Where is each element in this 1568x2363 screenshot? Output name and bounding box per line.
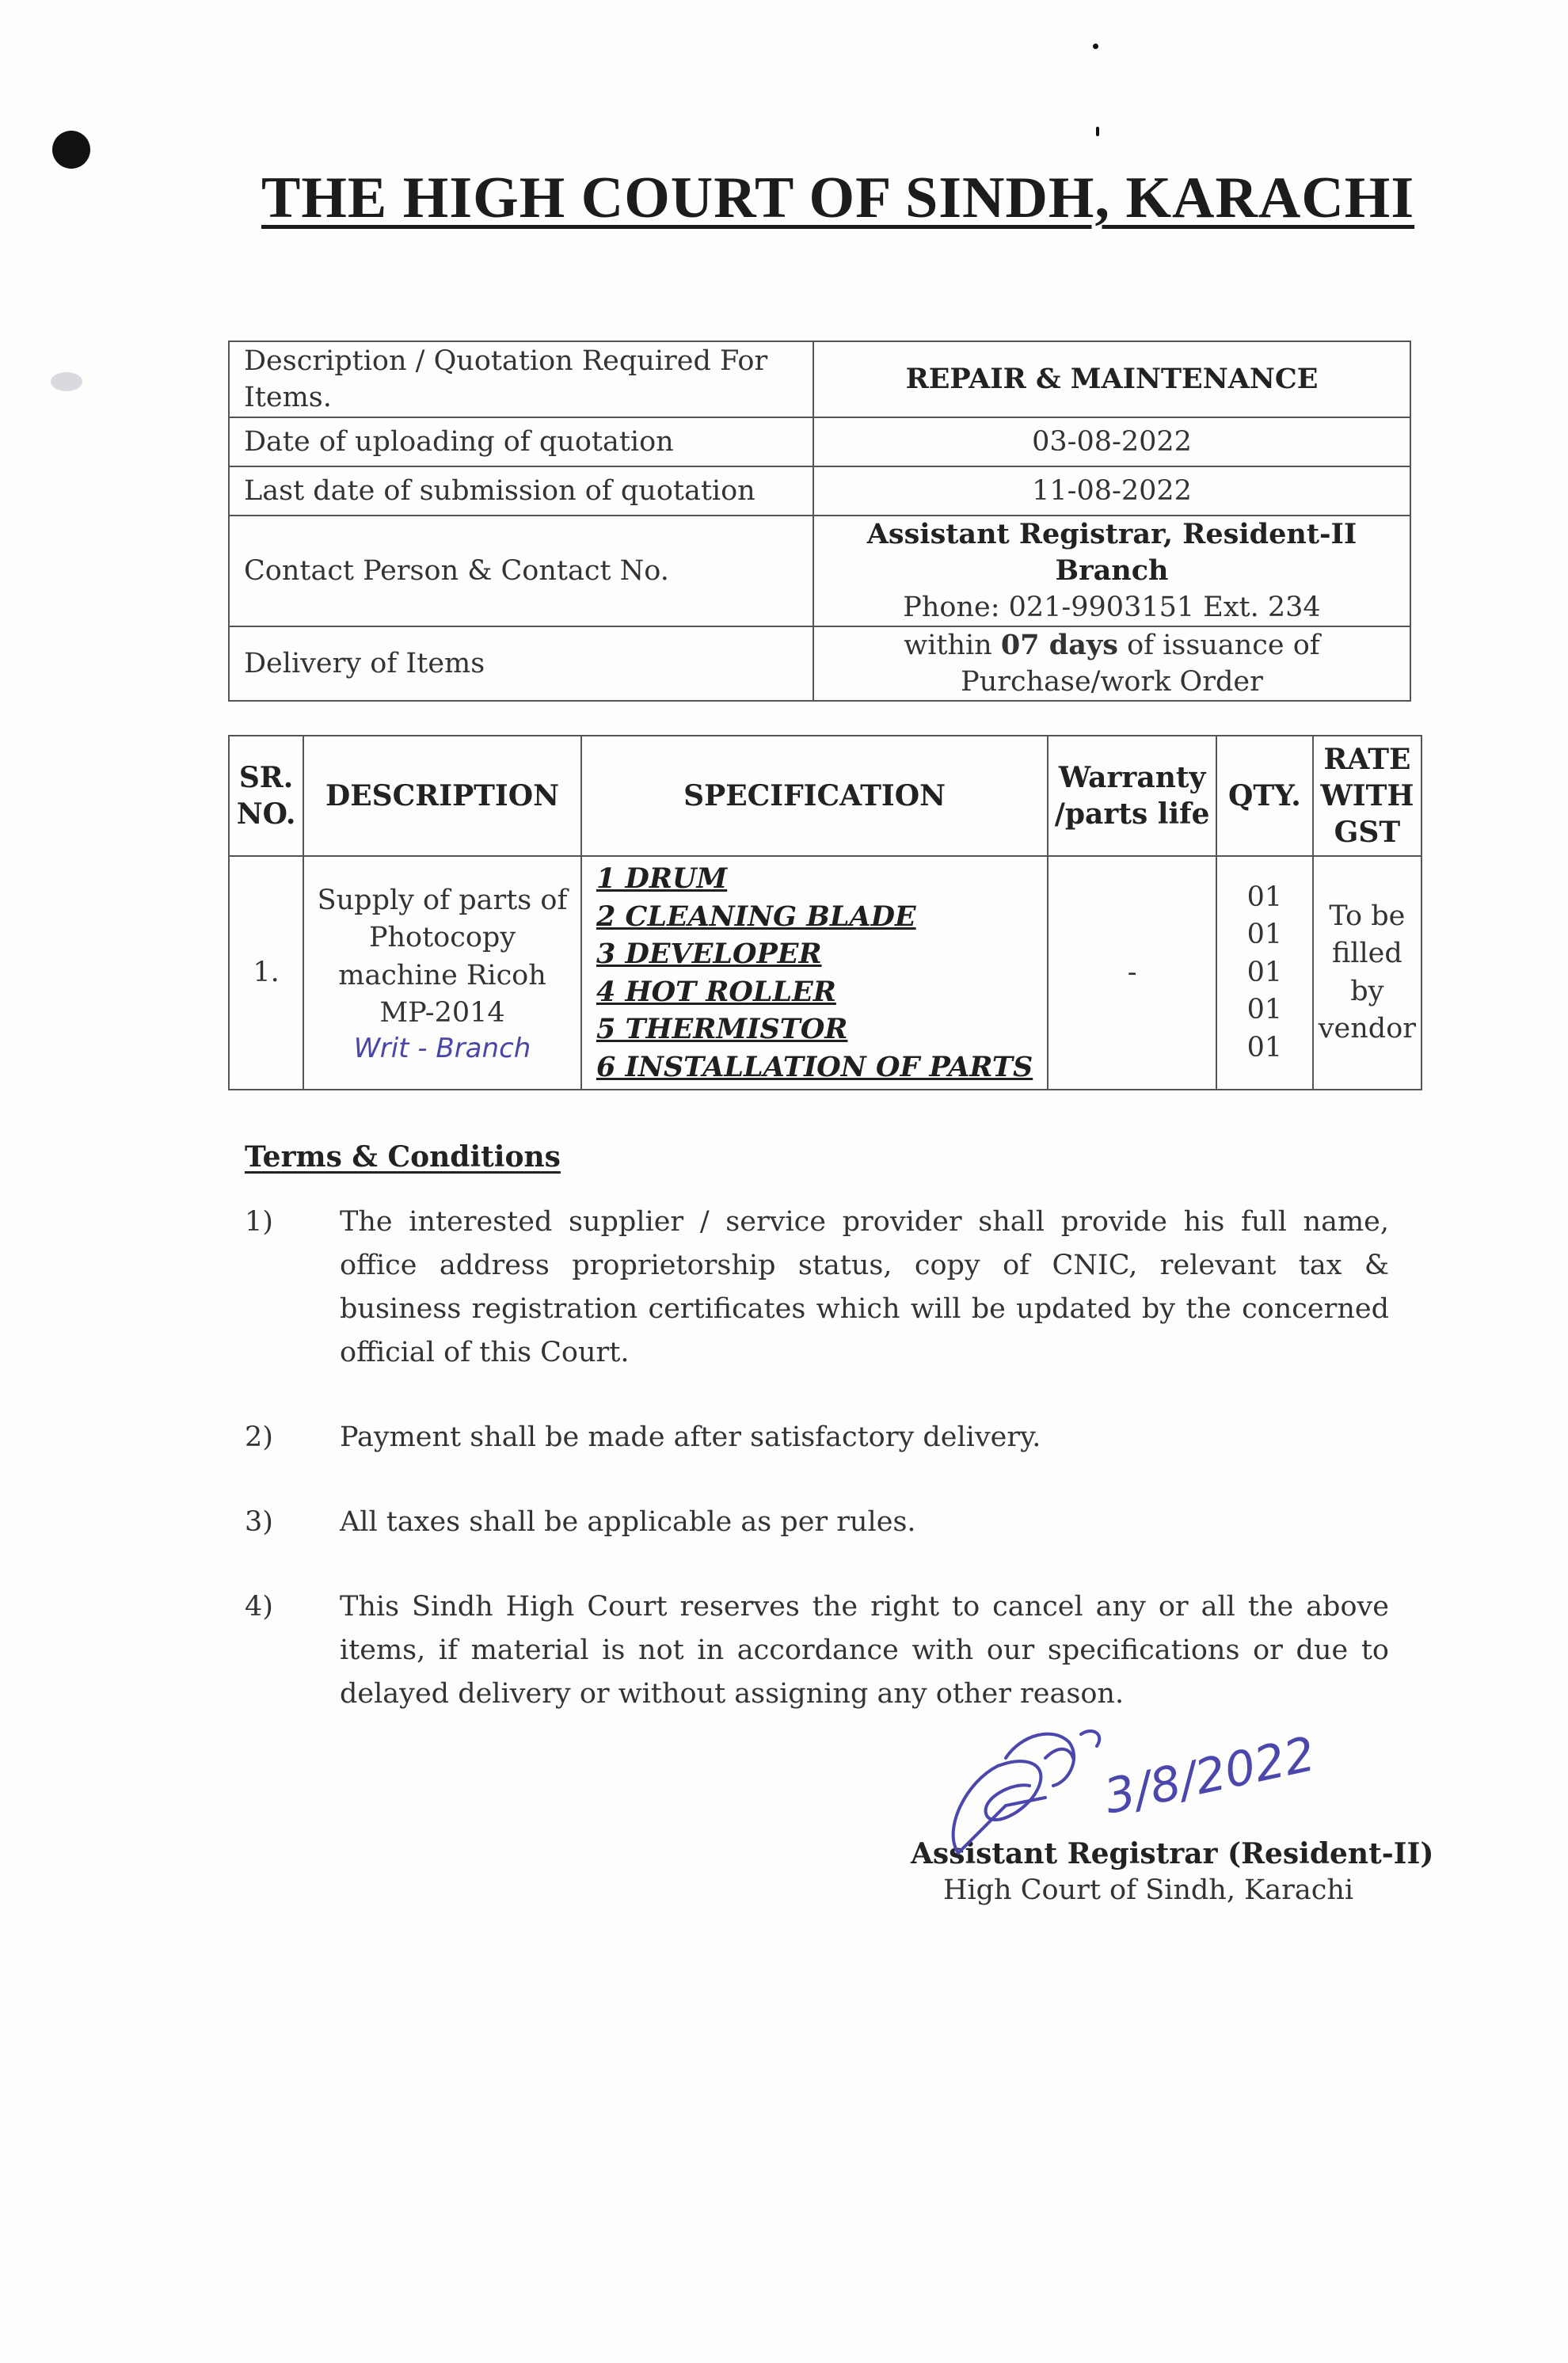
spec-item: 5 THERMISTOR <box>596 1013 848 1045</box>
qty-value: 01 <box>1246 881 1283 913</box>
delivery-prefix: within <box>904 630 1001 661</box>
header-description: DESCRIPTION <box>303 736 581 856</box>
info-value <box>813 516 1410 626</box>
description-text: Supply of parts of Photocopy machine Ricoh MP-2014 <box>317 884 568 1029</box>
info-label: Last date of submission of quotation <box>229 466 813 516</box>
info-row-upload-date <box>229 417 1410 466</box>
row-sr-no: 1. <box>229 856 303 1090</box>
term-number: 1) <box>245 1206 273 1238</box>
header-qty: QTY. <box>1216 736 1313 856</box>
quotation-info-table <box>228 341 1411 702</box>
term-text: All taxes shall be applicable as per rules. <box>340 1506 916 1538</box>
info-value <box>813 626 1410 701</box>
terms-heading: Terms & Conditions <box>245 1140 561 1174</box>
items-header-row <box>229 736 1421 856</box>
items-table <box>228 735 1422 1090</box>
qty-value: 01 <box>1246 919 1283 951</box>
handwritten-note: Writ - Branch <box>353 1032 531 1064</box>
terms-section <box>245 1140 1389 1757</box>
spec-item: 3 DEVELOPER <box>596 938 822 970</box>
term-text: This Sindh High Court reserves the right to cancel any or all the above items, if material is not in accordance with our specifications or due to delayed delivery or without assigning any other reason. <box>340 1591 1389 1710</box>
row-warranty: - <box>1048 856 1216 1090</box>
info-value: REPAIR & MAINTENANCE <box>813 341 1410 417</box>
qty-value: 01 <box>1246 1031 1283 1064</box>
info-row-delivery <box>229 626 1410 701</box>
list-item <box>245 1416 1389 1459</box>
qty-value: 01 <box>1246 994 1283 1026</box>
page-title: THE HIGH COURT OF SINDH, KARACHI <box>261 166 1415 230</box>
info-label: Contact Person & Contact No. <box>229 516 813 626</box>
header-sr-no: SR. NO. <box>229 736 303 856</box>
info-row-description <box>229 341 1410 417</box>
spec-item: 4 HOT ROLLER <box>596 975 836 1008</box>
table-row <box>229 856 1421 1090</box>
info-label: Delivery of Items <box>229 626 813 701</box>
row-qty <box>1216 856 1313 1090</box>
term-number: 2) <box>245 1421 273 1453</box>
info-label: Date of uploading of quotation <box>229 417 813 466</box>
row-specification <box>581 856 1048 1090</box>
term-number: 3) <box>245 1506 273 1538</box>
delivery-line-2: Purchase/work Order <box>961 666 1263 698</box>
list-item <box>245 1501 1389 1544</box>
term-number: 4) <box>245 1591 273 1623</box>
delivery-suffix: of issuance of <box>1117 630 1320 661</box>
list-item <box>245 1201 1389 1375</box>
info-row-last-date <box>229 466 1410 516</box>
info-value: 03-08-2022 <box>813 417 1410 466</box>
info-value: 11-08-2022 <box>813 466 1410 516</box>
row-rate: To be filled by vendor <box>1313 856 1421 1090</box>
info-row-contact <box>229 516 1410 626</box>
term-text: Payment shall be made after satisfactory delivery. <box>340 1421 1041 1453</box>
header-rate: RATE WITH GST <box>1313 736 1421 856</box>
info-label: Description / Quotation Required For Items. <box>229 341 813 417</box>
signatory-title: Assistant Registrar (Resident-II) <box>911 1837 1434 1870</box>
qty-value: 01 <box>1246 956 1283 988</box>
spec-item: 2 CLEANING BLADE <box>596 900 916 933</box>
scan-smudge <box>51 372 82 391</box>
punch-hole-mark <box>52 131 90 169</box>
term-text: The interested supplier / service provider shall provide his full name, office address proprietorship status, copy of CNIC, relevant tax & business registration certificates which will be updated by the concerned official of this Court. <box>340 1206 1389 1368</box>
row-description <box>303 856 581 1090</box>
contact-phone: Phone: 021-9903151 Ext. 234 <box>903 592 1321 623</box>
scan-speck <box>1096 127 1099 136</box>
signatory-organization: High Court of Sindh, Karachi <box>942 1874 1354 1906</box>
scan-speck <box>1093 44 1098 49</box>
list-item <box>245 1585 1389 1716</box>
spec-item: 1 DRUM <box>596 862 728 895</box>
delivery-days: 07 days <box>1000 629 1118 661</box>
signature-date: 3/8/2022 <box>1099 1726 1320 1825</box>
header-warranty: Warranty /parts life <box>1048 736 1216 856</box>
contact-person: Assistant Registrar, Resident-II Branch <box>866 518 1357 587</box>
header-specification: SPECIFICATION <box>581 736 1048 856</box>
handwritten-signature <box>911 1710 1354 1893</box>
spec-item: 6 INSTALLATION OF PARTS <box>596 1050 1033 1083</box>
delivery-line-1 <box>828 627 1395 664</box>
